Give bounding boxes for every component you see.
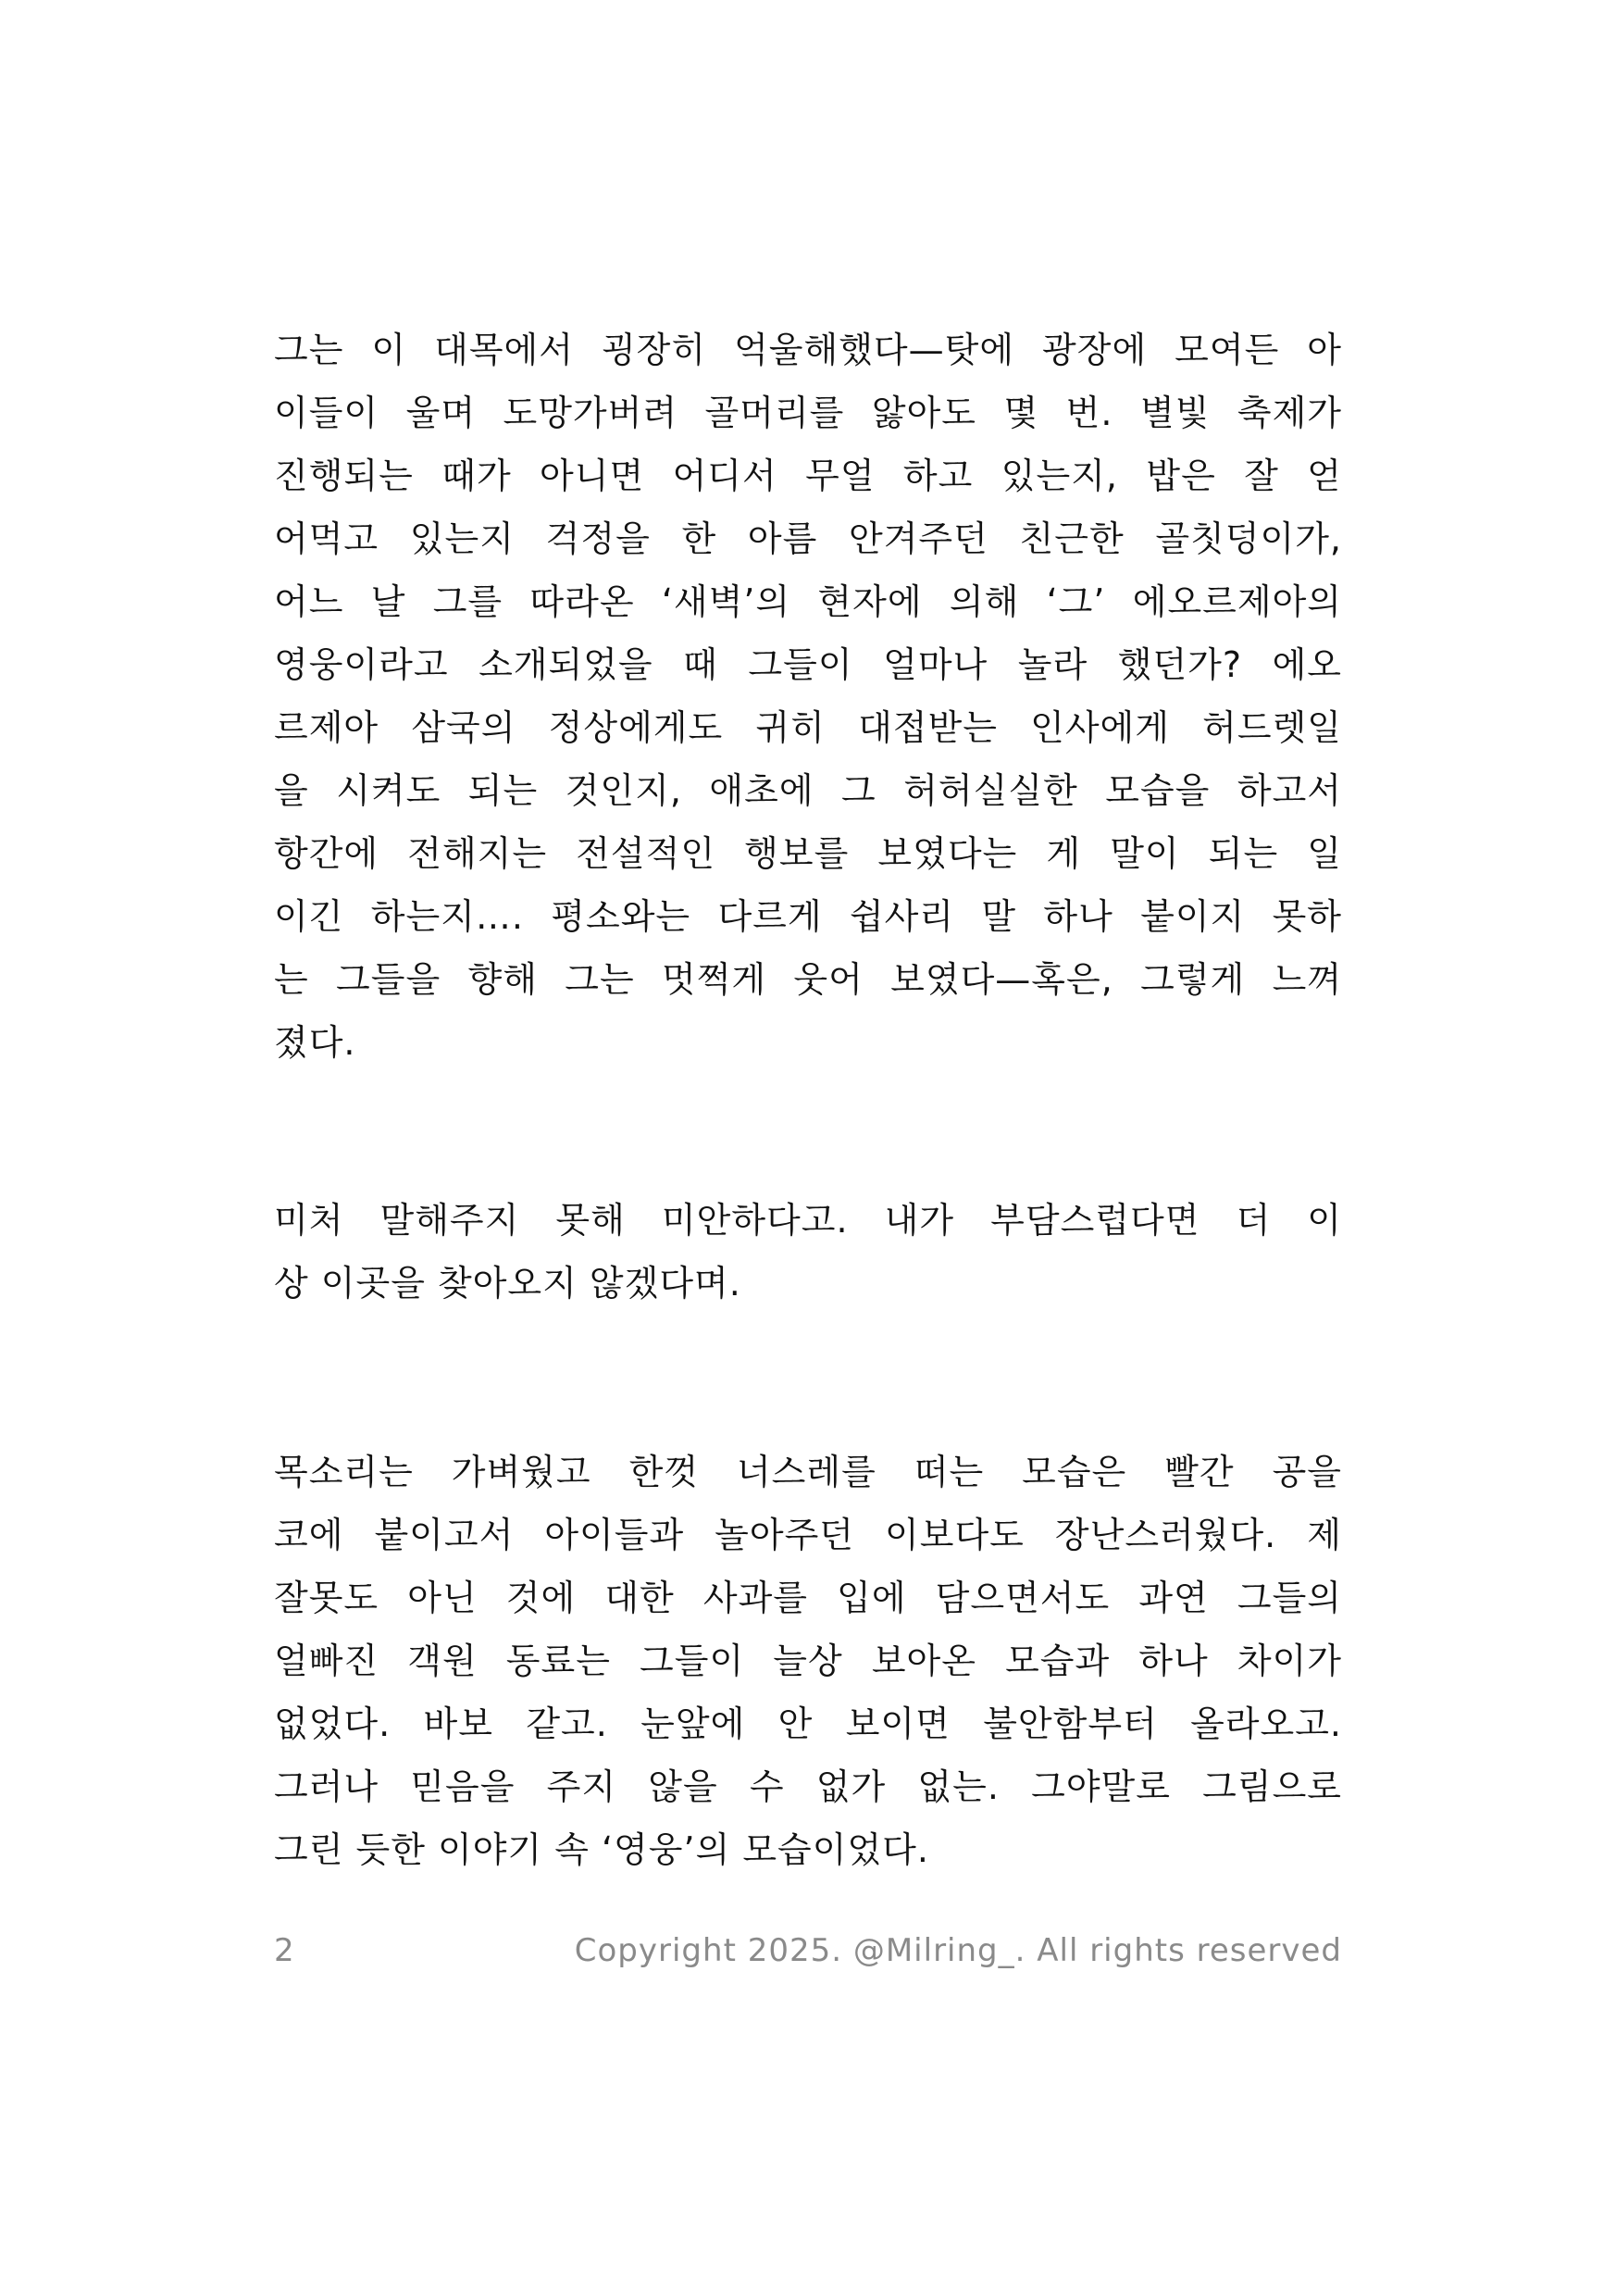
paragraph-line: 영웅이라고 소개되었을 때 그들이 얼마나 놀라 했던가? 에오 bbox=[274, 644, 1342, 685]
paragraph-line: 그러나 믿음을 주지 않을 수 없가 없는. 그야말로 그림으로 bbox=[274, 1766, 1342, 1807]
paragraph-line: 이들이 울며 도망가버려 골머리를 앓아도 몇 번. 별빛 축제가 bbox=[274, 393, 1342, 433]
paragraph-line: 는 그들을 향해 그는 멋쩍게 웃어 보였다—혹은, 그렇게 느껴 bbox=[274, 959, 1342, 1000]
paragraph-line: 그는 이 대목에서 굉장히 억울해했다—탓에 광장에 모여든 아 bbox=[274, 330, 1342, 370]
paragraph-1 bbox=[274, 318, 1342, 1074]
page-footer bbox=[274, 1928, 1342, 1974]
paragraph-line: 이긴 하는지…. 평소와는 다르게 쉽사리 말 하나 붙이지 못하 bbox=[274, 896, 1342, 937]
paragraph-line: 르제아 삼국의 정상에게도 귀히 대접받는 인사에게 허드렛일 bbox=[274, 707, 1342, 748]
paragraph-line: 항간에 전해지는 전설적인 행보를 보였다는 게 말이 되는 일 bbox=[274, 833, 1342, 874]
paragraph-line: 미처 말해주지 못해 미안하다고. 내가 부담스럽다면 더 이 bbox=[274, 1200, 1342, 1241]
paragraph-line: 어느 날 그를 따라온 ‘새벽’의 현자에 의해 ‘그’ 에오르제아의 bbox=[274, 581, 1342, 622]
paragraph-line: 상 이곳을 찾아오지 않겠다며. bbox=[274, 1263, 741, 1304]
paragraph-line: 어먹고 있는지 걱정을 한 아름 안겨주던 친근한 골칫덩이가, bbox=[274, 518, 1342, 559]
paragraph-line: 코에 붙이고서 아이들과 놀아주던 이보다도 장난스러웠다. 제 bbox=[274, 1515, 1342, 1555]
paragraph-line: 얼빠진 객원 동료는 그들이 늘상 보아온 모습과 하나 차이가 bbox=[274, 1641, 1342, 1681]
paragraph-line: 없었다. 바보 같고. 눈앞에 안 보이면 불안함부터 올라오고. bbox=[274, 1703, 1342, 1744]
paragraph-line: 목소리는 가벼웠고 한껏 너스레를 떠는 모습은 빨간 공을 bbox=[274, 1452, 1342, 1492]
paragraph-line: 졌다. bbox=[274, 1022, 356, 1063]
paragraph-line: 그린 듯한 이야기 속 ‘영웅’의 모습이었다. bbox=[274, 1829, 929, 1870]
paragraph-line: 진행되는 때가 아니면 어디서 무얼 하고 있는지, 밥은 잘 얻 bbox=[274, 455, 1342, 496]
paragraph-2 bbox=[274, 1189, 1342, 1315]
paragraph-3 bbox=[274, 1441, 1342, 1881]
copyright-notice: Copyright 2025. @Milring_. All rights reserved bbox=[574, 1932, 1342, 1969]
page-number: 2 bbox=[274, 1932, 294, 1969]
paragraph-line: 잘못도 아닌 것에 대한 사과를 입에 담으면서도 과연 그들의 bbox=[274, 1578, 1342, 1618]
paragraph-line: 을 시켜도 되는 것인지, 애초에 그 허허실실한 모습을 하고서 bbox=[274, 770, 1342, 811]
